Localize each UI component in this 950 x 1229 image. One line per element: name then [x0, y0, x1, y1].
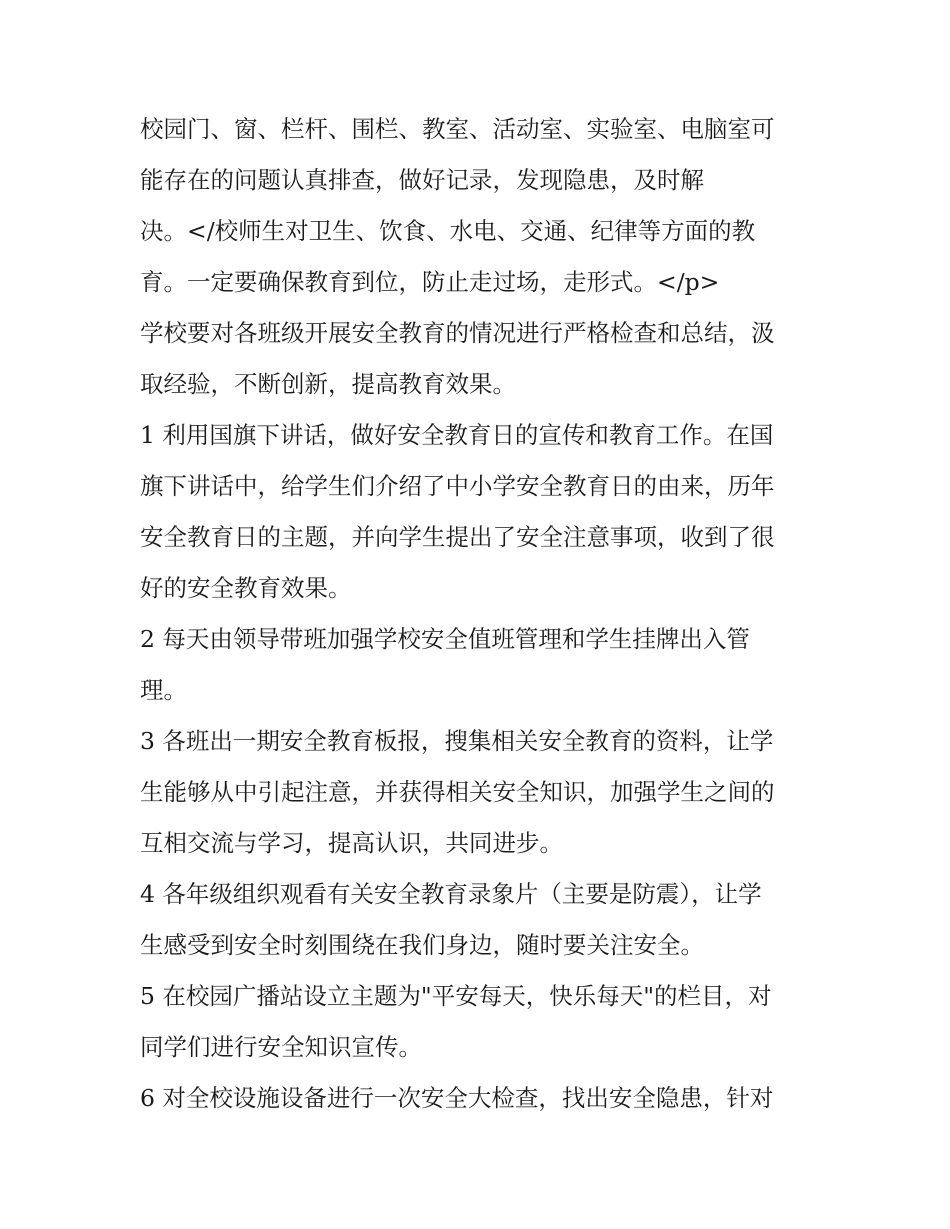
paragraph-item-4: 4 各年级组织观看有关安全教育录象片（主要是防震），让学 生感受到安全时刻围绕在我们身边，随时要关注安全。 — [140, 880, 762, 959]
document-body — [140, 104, 820, 1124]
paragraph-inspection-notes: 校园门、窗、栏杆、围栏、教室、活动室、实验室、电脑室可 能存在的问题认真排查，做好记录，发现隐患，及时解 决。</校师生对卫生、饮食、水电、交通、纪律等方面的教 育。一定要确保教育到位，防止走过场，走形式。</p> — [140, 115, 775, 296]
paragraph-item-2: 2 每天由领导带班加强学校安全值班管理和学生挂牌出入管 理。 — [140, 625, 750, 704]
paragraph-summary: 学校要对各班级开展安全教育的情况进行严格检查和总结，汲 取经验，不断创新，提高教育效果。 — [140, 319, 775, 398]
paragraph-item-5: 5 在校园广播站设立主题为"平安每天，快乐每天"的栏目，对 同学们进行安全知识宣传。 — [140, 982, 772, 1061]
paragraph-item-3: 3 各班出一期安全教育板报，搜集相关安全教育的资料，让学 生能够从中引起注意，并获得相关安全知识，加强学生之间的 互相交流与学习，提高认识，共同进步。 — [140, 727, 775, 857]
paragraph-item-6: 6 对全校设施设备进行一次安全大检查，找出安全隐患，针对 — [140, 1084, 774, 1112]
paragraph-item-1: 1 利用国旗下讲话，做好安全教育日的宣传和教育工作。在国 旗下讲话中，给学生们介绍了中小学安全教育日的由来，历年 安全教育日的主题，并向学生提出了安全注意事项，收到了很 好的安全教育效果。 — [140, 421, 775, 602]
